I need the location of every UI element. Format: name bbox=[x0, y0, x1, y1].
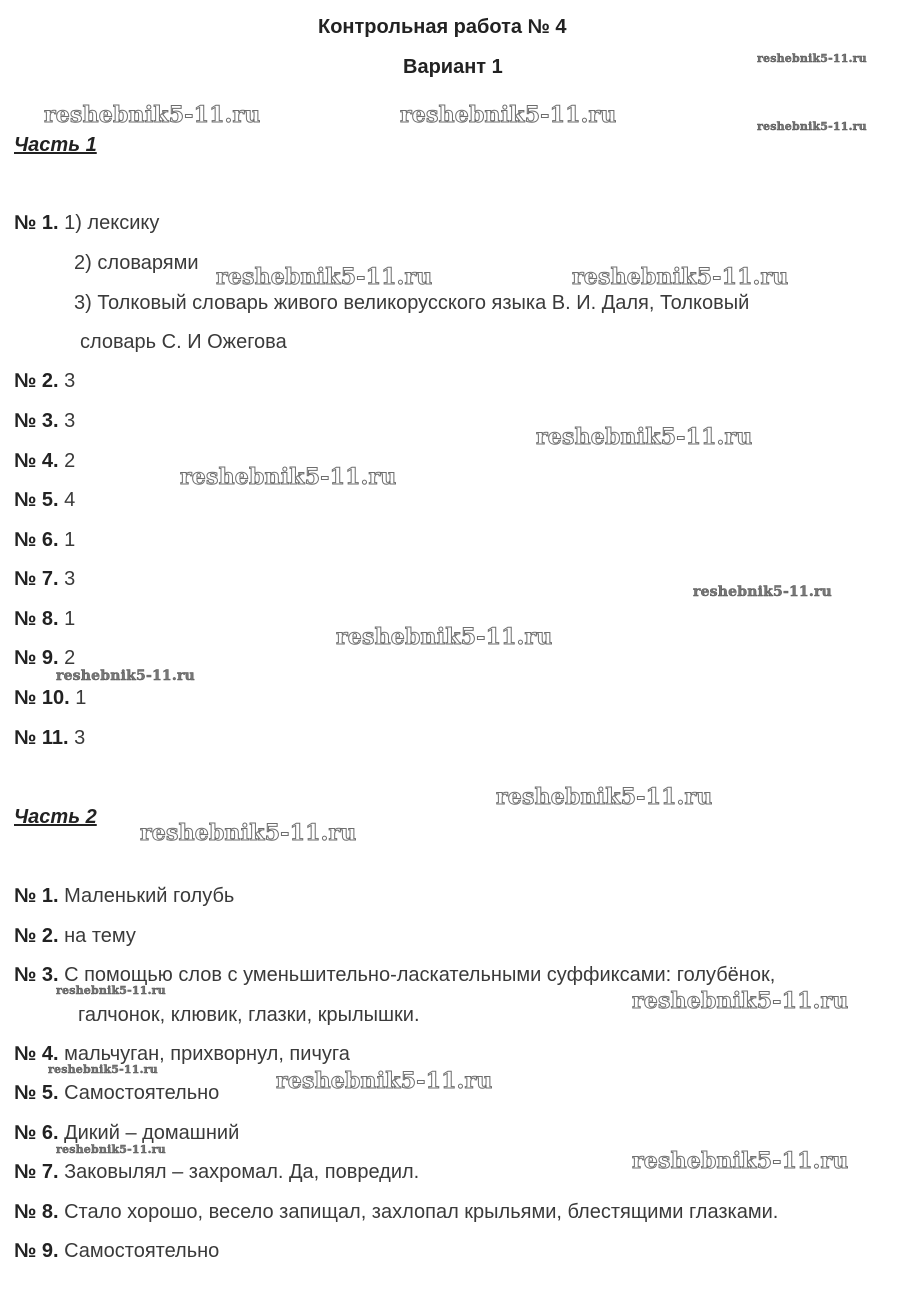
item-number: № 6. bbox=[14, 529, 59, 551]
item-text: С помощью слов с уменьшительно-ласкательными суффиксами: голубёнок, bbox=[64, 964, 776, 986]
item-text: 2 bbox=[64, 647, 76, 669]
watermark: reshebnik5-11.ru bbox=[180, 464, 397, 490]
part1-item-11 bbox=[14, 727, 85, 750]
item-text: 1 bbox=[64, 608, 76, 630]
part1-item-5 bbox=[14, 489, 75, 512]
watermark: reshebnik5-11.ru bbox=[757, 120, 867, 133]
watermark: reshebnik5-11.ru bbox=[572, 264, 789, 290]
item-text: 1) лексику bbox=[64, 212, 160, 234]
part1-heading: Часть 1 bbox=[14, 134, 97, 156]
item-text: 1 bbox=[75, 687, 87, 709]
item-number: № 7. bbox=[14, 1161, 59, 1183]
item-number: № 3. bbox=[14, 964, 59, 986]
item-number: № 2. bbox=[14, 370, 59, 392]
item-text: Самостоятельно bbox=[64, 1082, 220, 1104]
part2-heading: Часть 2 bbox=[14, 806, 97, 828]
part1-item-10 bbox=[14, 687, 86, 710]
item-number: № 1. bbox=[14, 212, 59, 234]
item-text: 3 bbox=[74, 727, 86, 749]
item-text: 2 bbox=[64, 450, 76, 472]
part2-item-5 bbox=[14, 1082, 219, 1105]
item-number: № 9. bbox=[14, 1240, 59, 1262]
part2-item-6 bbox=[14, 1122, 239, 1145]
item-number: № 2. bbox=[14, 925, 59, 947]
watermark: reshebnik5-11.ru bbox=[757, 52, 867, 65]
watermark: reshebnik5-11.ru bbox=[496, 784, 713, 810]
watermark: reshebnik5-11.ru bbox=[400, 102, 617, 128]
watermark: reshebnik5-11.ru bbox=[56, 668, 195, 684]
part1-item-2 bbox=[14, 370, 75, 393]
watermark: reshebnik5-11.ru bbox=[693, 584, 832, 600]
watermark: reshebnik5-11.ru bbox=[216, 264, 433, 290]
item-number: № 8. bbox=[14, 608, 59, 630]
watermark: reshebnik5-11.ru bbox=[44, 102, 261, 128]
watermark: reshebnik5-11.ru bbox=[56, 984, 166, 997]
item-number: № 4. bbox=[14, 450, 59, 472]
item-text: Стало хорошо, весело запищал, захлопал крыльями, блестящими глазками. bbox=[64, 1201, 779, 1223]
item-number: № 4. bbox=[14, 1043, 59, 1065]
variant-subtitle: Вариант 1 bbox=[403, 56, 503, 78]
item-text: 1 bbox=[64, 529, 76, 551]
item-number: № 5. bbox=[14, 1082, 59, 1104]
item-number: № 8. bbox=[14, 1201, 59, 1223]
watermark: reshebnik5-11.ru bbox=[56, 1143, 166, 1156]
item-number: № 11. bbox=[14, 727, 69, 749]
part1-item-3 bbox=[14, 410, 75, 433]
item-number: № 6. bbox=[14, 1122, 59, 1144]
watermark: reshebnik5-11.ru bbox=[632, 988, 849, 1014]
part1-item-8 bbox=[14, 608, 75, 631]
item-text: Маленький голубь bbox=[64, 885, 235, 907]
part2-item-3-line-2: галчонок, клювик, глазки, крылышки. bbox=[78, 1004, 420, 1026]
part2-item-9 bbox=[14, 1240, 219, 1263]
item-text: 3 bbox=[64, 370, 76, 392]
item-text: 4 bbox=[64, 489, 76, 511]
watermark: reshebnik5-11.ru bbox=[276, 1068, 493, 1094]
watermark: reshebnik5-11.ru bbox=[140, 820, 357, 846]
item-number: № 7. bbox=[14, 568, 59, 590]
part1-item-7 bbox=[14, 568, 75, 591]
item-text: Дикий – домашний bbox=[64, 1122, 240, 1144]
item-number: № 9. bbox=[14, 647, 59, 669]
item-number: № 3. bbox=[14, 410, 59, 432]
part1-item-1-line-3: 3) Толковый словарь живого великорусского языка В. И. Даля, Толковый bbox=[74, 292, 750, 314]
watermark: reshebnik5-11.ru bbox=[536, 424, 753, 450]
part1-item-1 bbox=[14, 212, 159, 235]
item-number: № 1. bbox=[14, 885, 59, 907]
part1-item-9 bbox=[14, 647, 75, 670]
part1-item-1-line-2: 2) словарями bbox=[74, 252, 199, 274]
item-number: № 5. bbox=[14, 489, 59, 511]
watermark: reshebnik5-11.ru bbox=[48, 1063, 158, 1076]
item-text: Самостоятельно bbox=[64, 1240, 220, 1262]
item-text: 3 bbox=[64, 410, 76, 432]
watermark: reshebnik5-11.ru bbox=[632, 1148, 849, 1174]
item-number: № 10. bbox=[14, 687, 70, 709]
part2-item-1 bbox=[14, 885, 234, 908]
item-text: Заковылял – захромал. Да, повредил. bbox=[64, 1161, 420, 1183]
part1-item-6 bbox=[14, 529, 75, 552]
item-text: 3 bbox=[64, 568, 76, 590]
part2-item-8 bbox=[14, 1201, 778, 1224]
page-title: Контрольная работа № 4 bbox=[318, 16, 567, 38]
part1-item-1-line-4: словарь С. И Ожегова bbox=[80, 331, 287, 353]
watermark: reshebnik5-11.ru bbox=[336, 624, 553, 650]
item-text: мальчуган, прихворнул, пичуга bbox=[64, 1043, 350, 1065]
item-text: на тему bbox=[64, 925, 136, 947]
part2-item-2 bbox=[14, 925, 136, 948]
part1-item-4 bbox=[14, 450, 75, 473]
part2-item-7 bbox=[14, 1161, 419, 1184]
